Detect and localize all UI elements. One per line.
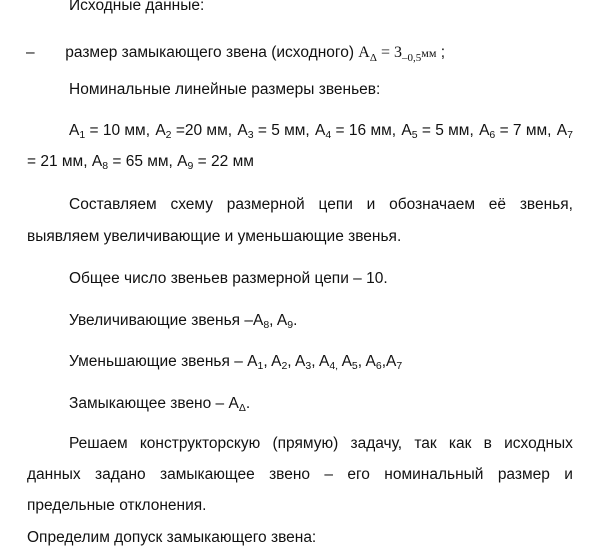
- list-prefix: Увеличивающие звенья –: [69, 312, 253, 329]
- link-name: A: [91, 153, 103, 170]
- link-index: 4,: [329, 360, 339, 372]
- link-sep: ,: [357, 353, 366, 370]
- word: размер: [497, 466, 550, 483]
- total-links-text: Общее число звеньев размерной цепи – 10.: [69, 270, 388, 287]
- word: схему: [170, 196, 214, 213]
- link-name: A: [271, 353, 282, 370]
- link-item: [237, 121, 309, 141]
- link-name: A: [556, 122, 568, 139]
- closing-prefix: Замыкающее звено –: [69, 395, 229, 412]
- link-name: A: [315, 122, 326, 139]
- task-paragraph-line-3: предельные отклонения.: [27, 497, 207, 514]
- link-item: [177, 153, 254, 170]
- link-item: [92, 153, 177, 170]
- word: звенья,: [519, 196, 573, 213]
- word: как: [448, 435, 472, 452]
- link-index: 8: [102, 160, 109, 172]
- word: и: [366, 196, 376, 213]
- formula-value: 3: [393, 44, 402, 61]
- link-sep: ,: [287, 353, 296, 370]
- decreasing-links: [69, 352, 402, 372]
- formula-equals: =: [380, 44, 390, 61]
- formula-tolerance: –0,5: [401, 52, 422, 64]
- closing-name: A: [228, 395, 239, 412]
- word: и: [564, 466, 573, 483]
- scheme-paragraph-line-1: [27, 195, 573, 215]
- links-row-1: [69, 121, 573, 141]
- link-item: [315, 121, 396, 141]
- task-paragraph-line-2: [27, 465, 573, 485]
- link-item: [401, 121, 473, 141]
- link-sep: ,: [381, 353, 387, 370]
- bullet-text: размер замыкающего звена (исходного): [65, 44, 354, 61]
- link-value: = 22 мм: [193, 153, 254, 170]
- link-value: = 10 мм,: [85, 122, 151, 139]
- link-value: =20 мм,: [171, 122, 233, 139]
- link-name: A: [479, 122, 490, 139]
- formula-subscript: Δ: [369, 52, 377, 64]
- closing-link-text: [69, 394, 250, 414]
- link-index: 7: [396, 360, 403, 372]
- word: её: [488, 196, 507, 213]
- link-value: = 65 мм,: [108, 153, 178, 170]
- link-sep: ,: [263, 353, 272, 370]
- link-name: A: [177, 153, 188, 170]
- bullet-marker: –: [26, 44, 35, 61]
- link-index: 9: [287, 319, 294, 331]
- link-name: A: [155, 122, 166, 139]
- closing-size-formula: [358, 43, 436, 68]
- word: Составляем: [69, 196, 157, 213]
- word: его: [347, 466, 370, 483]
- word: –: [324, 466, 334, 483]
- link-index: 1: [257, 360, 264, 372]
- link-sep: ,: [311, 353, 319, 370]
- word: конструкторскую: [139, 435, 261, 452]
- link-name: A: [341, 353, 352, 370]
- increasing-links: [69, 311, 297, 331]
- link-index: 9: [187, 160, 194, 172]
- word: номинальный: [384, 466, 484, 483]
- link-name: A: [69, 122, 80, 139]
- link-name: A: [247, 353, 258, 370]
- links-row-2: [27, 152, 254, 172]
- link-name: A: [295, 353, 306, 370]
- link-sep: .: [293, 312, 298, 329]
- link-value: = 5 мм,: [253, 122, 310, 139]
- link-value: = 21 мм,: [27, 153, 92, 170]
- bullet-closing-size: [26, 43, 445, 68]
- link-value: = 7 мм,: [495, 122, 552, 139]
- task-paragraph-line-1: [27, 434, 573, 454]
- link-index: 7: [567, 129, 573, 141]
- link-name: A: [252, 312, 264, 329]
- bullet-terminator: ;: [440, 44, 446, 61]
- word: в: [483, 435, 492, 452]
- word: (прямую): [272, 435, 339, 452]
- link-index: 5: [351, 360, 358, 372]
- word: цепи: [318, 196, 353, 213]
- link-name: A: [237, 122, 248, 139]
- closing-suffix: .: [245, 395, 251, 412]
- link-index: 1: [79, 129, 86, 141]
- link-index: 5: [411, 129, 418, 141]
- link-index: 3: [305, 360, 312, 372]
- link-index: 6: [489, 129, 496, 141]
- link-name: A: [319, 353, 330, 370]
- word: задачу,: [350, 435, 403, 452]
- heading-initial-data: Исходные данные:: [69, 0, 205, 14]
- nominal-sizes-heading: Номинальные линейные размеры звеньев:: [69, 81, 381, 98]
- link-item: [479, 121, 551, 141]
- link-item: [69, 121, 150, 141]
- word: задано: [95, 466, 146, 483]
- word: замыкающее: [159, 466, 255, 483]
- word: размерной: [226, 196, 305, 213]
- link-index: 8: [263, 319, 270, 331]
- link-name: A: [401, 122, 412, 139]
- link-name: A: [365, 353, 376, 370]
- list-prefix: Уменьшающие звенья –: [69, 353, 248, 370]
- link-index: 6: [375, 360, 382, 372]
- scheme-paragraph-line-2: выявляем увеличивающие и уменьшающие звенья.: [27, 228, 402, 245]
- word: звено: [269, 466, 311, 483]
- link-item: [155, 121, 232, 141]
- word: исходных: [504, 435, 573, 452]
- word: обозначаем: [389, 196, 475, 213]
- formula-letter: A: [358, 44, 370, 61]
- word: Решаем: [69, 435, 128, 452]
- tolerance-heading: Определим допуск замыкающего звена:: [27, 529, 317, 546]
- word: так: [414, 435, 437, 452]
- closing-subscript: Δ: [238, 402, 246, 414]
- formula-unit: мм: [421, 46, 437, 60]
- link-value: = 5 мм,: [417, 122, 474, 139]
- link-item: [557, 121, 573, 141]
- word: данных: [27, 466, 81, 483]
- link-index: 2: [165, 129, 172, 141]
- link-index: 4: [325, 129, 332, 141]
- link-index: 3: [247, 129, 254, 141]
- link-name: A: [386, 353, 397, 370]
- link-sep: ,: [269, 312, 277, 329]
- link-value: = 16 мм,: [331, 122, 397, 139]
- link-name: A: [276, 312, 288, 329]
- link-index: 2: [281, 360, 288, 372]
